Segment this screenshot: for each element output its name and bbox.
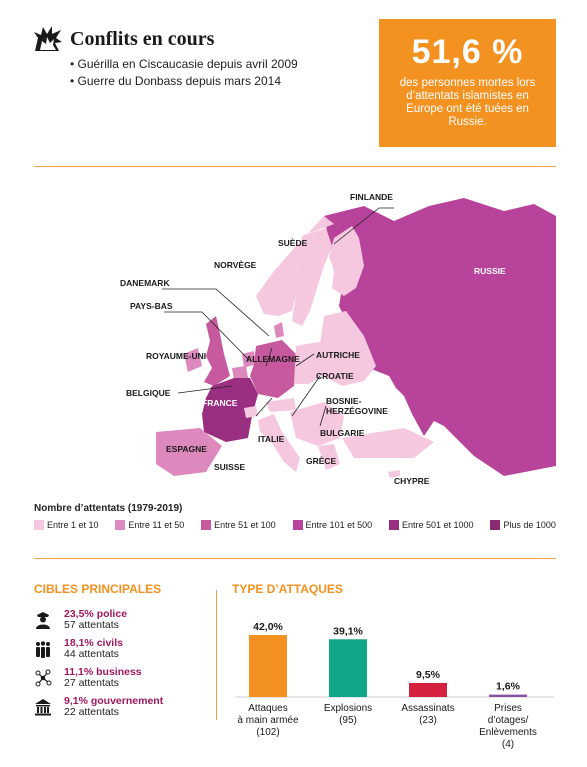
target-percent: 18,1% civils bbox=[64, 636, 123, 649]
category-label: (102) bbox=[256, 727, 280, 738]
label-espagne: ESPAGNE bbox=[166, 444, 207, 454]
country-suisse bbox=[244, 406, 258, 418]
label-pays-bas: PAYS-BAS bbox=[130, 301, 173, 311]
category-label: Prises bbox=[494, 703, 522, 714]
target-count: 22 attentats bbox=[64, 705, 119, 718]
label-autriche: AUTRICHE bbox=[316, 350, 360, 360]
category-label: Enlèvements bbox=[479, 727, 537, 738]
label-france: FRANCE bbox=[202, 398, 238, 408]
category-label: à main armée bbox=[237, 715, 299, 726]
divider bbox=[34, 558, 556, 559]
category-label: (23) bbox=[419, 715, 437, 726]
target-item bbox=[34, 605, 163, 634]
divider bbox=[34, 166, 556, 167]
category-label: Attaques bbox=[248, 703, 288, 714]
conflicts-title: Conflits en cours bbox=[70, 28, 215, 50]
legend-swatch bbox=[293, 520, 303, 530]
label-bulgarie: BULGARIE bbox=[320, 428, 365, 438]
stat-text: des personnes mortes lors d’attentats islamistes en Europe ont été tuées en Russie. bbox=[399, 77, 536, 128]
label-chypre: CHYPRE bbox=[394, 476, 430, 486]
legend-label: Entre 51 et 100 bbox=[214, 520, 276, 530]
conflicts-list bbox=[70, 56, 298, 90]
legend-label: Plus de 1000 bbox=[503, 520, 556, 530]
conflict-item: • Guérilla en Ciscaucasie depuis avril 2009 bbox=[70, 56, 298, 73]
legend-swatch bbox=[389, 520, 399, 530]
legend-label: Entre 1 et 10 bbox=[47, 520, 99, 530]
target-percent: 11,1% business bbox=[64, 665, 142, 678]
legend-item bbox=[490, 520, 556, 530]
label-allemagne: ALLEMAGNE bbox=[246, 354, 300, 364]
target-count: 27 attentats bbox=[64, 676, 119, 689]
target-percent: 23,5% police bbox=[64, 607, 128, 620]
bar-value-label: 42,0% bbox=[253, 621, 283, 633]
bar bbox=[329, 639, 367, 697]
bar-value-label: 9,5% bbox=[416, 668, 440, 681]
legend-label: Entre 101 et 500 bbox=[305, 520, 373, 530]
legend-swatch bbox=[115, 520, 125, 530]
category-label: d’otages/ bbox=[487, 715, 529, 726]
legend-item bbox=[293, 520, 373, 530]
legend-item bbox=[115, 520, 184, 530]
legend-item bbox=[201, 520, 276, 530]
legend-item bbox=[389, 520, 474, 530]
target-item bbox=[34, 634, 163, 663]
legend-label: Entre 501 et 1000 bbox=[401, 520, 474, 530]
label-bosnie-1: BOSNIE- bbox=[326, 396, 362, 406]
target-item bbox=[34, 663, 163, 692]
category-label: (95) bbox=[339, 715, 357, 726]
vertical-divider bbox=[216, 590, 217, 720]
label-bosnie-2: HERZÉGOVINE bbox=[326, 406, 388, 416]
label-royaume-uni: ROYAUME-UNI bbox=[146, 351, 207, 361]
map-legend-title: Nombre d’attentats (1979-2019) bbox=[34, 503, 183, 514]
label-grece: GRÈCE bbox=[306, 456, 337, 466]
targets-title: CIBLES PRINCIPALES bbox=[34, 582, 162, 596]
targets-list bbox=[34, 605, 163, 721]
government-building-icon bbox=[34, 698, 52, 716]
label-suisse: SUISSE bbox=[214, 462, 246, 472]
legend-swatch bbox=[34, 520, 44, 530]
stat-value: 51,6 % bbox=[411, 33, 524, 71]
label-norvege: NORVÈGE bbox=[214, 260, 257, 270]
category-label: Assassinats bbox=[401, 703, 455, 714]
target-percent: 9,1% gouvernement bbox=[64, 694, 164, 707]
country-belgique bbox=[232, 366, 248, 380]
target-count: 57 attentats bbox=[64, 618, 119, 631]
attacks-title: TYPE D’ATTAQUES bbox=[232, 582, 343, 596]
police-icon bbox=[34, 611, 52, 629]
legend-swatch bbox=[201, 520, 211, 530]
country-danemark bbox=[274, 322, 284, 338]
legend-item bbox=[34, 520, 99, 530]
label-croatie: CROATIE bbox=[316, 371, 354, 381]
label-danemark: DANEMARK bbox=[120, 278, 170, 288]
label-belgique: BELGIQUE bbox=[126, 388, 171, 398]
bar-value-label: 1,6% bbox=[496, 680, 520, 693]
label-finlande: FINLANDE bbox=[350, 192, 393, 202]
category-label: (4) bbox=[501, 739, 515, 750]
label-russie: RUSSIE bbox=[474, 266, 506, 276]
bar-value-label: 39,1% bbox=[333, 625, 363, 638]
country-royaume-uni bbox=[204, 316, 230, 386]
bar bbox=[249, 635, 287, 697]
target-item bbox=[34, 692, 163, 721]
attack-types-chart bbox=[230, 605, 560, 765]
label-italie: ITALIE bbox=[258, 434, 285, 444]
civilians-icon bbox=[34, 640, 52, 658]
category-label: Explosions bbox=[323, 703, 373, 714]
conflict-item: • Guerre du Donbass depuis mars 2014 bbox=[70, 73, 298, 90]
bar bbox=[409, 683, 447, 697]
legend-label: Entre 11 et 50 bbox=[128, 520, 185, 530]
business-network-icon bbox=[34, 669, 52, 687]
bar bbox=[489, 695, 527, 697]
target-count: 44 attentats bbox=[64, 647, 119, 660]
explosion-icon bbox=[34, 26, 62, 52]
europe-map bbox=[34, 176, 556, 496]
label-suede: SUÈDE bbox=[278, 238, 308, 248]
map-legend bbox=[34, 520, 556, 530]
legend-swatch bbox=[490, 520, 500, 530]
country-allemagne bbox=[250, 340, 296, 398]
russia-stat-box bbox=[379, 19, 556, 147]
